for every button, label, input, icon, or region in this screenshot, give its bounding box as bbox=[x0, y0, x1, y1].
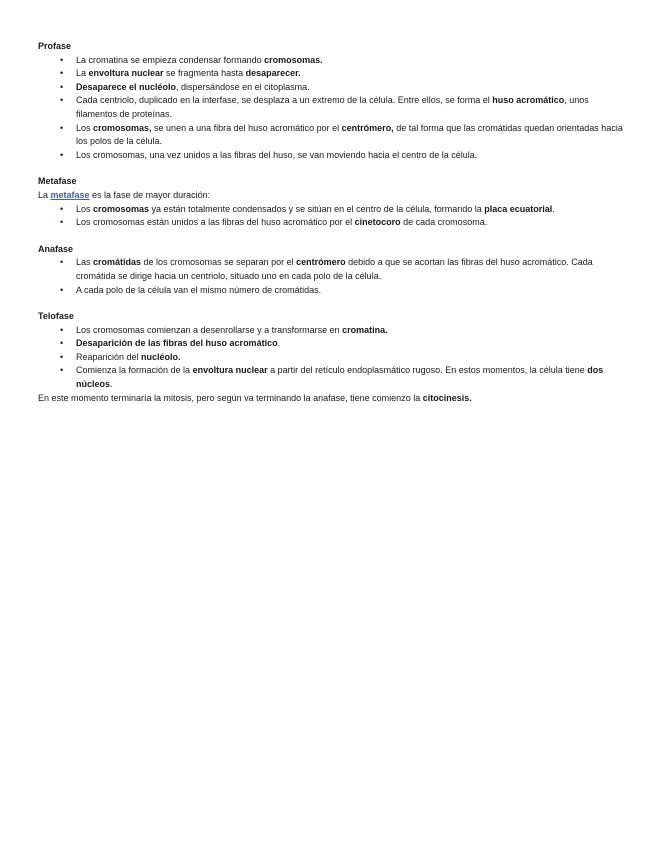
text-run: Los cromosomas, una vez unidos a las fibras del huso, se van moviendo hacia el centro de la célula. bbox=[76, 149, 478, 160]
bold-term: envoltura nuclear bbox=[88, 68, 164, 79]
metafase-link[interactable]: metafase bbox=[50, 189, 90, 200]
text-run: Las bbox=[76, 257, 94, 268]
heading-profase: Profase bbox=[38, 41, 72, 51]
list-telofase bbox=[38, 324, 623, 392]
text-run: . bbox=[110, 379, 113, 390]
text-run: En este momento terminaría la mitosis, pero según va terminando la anafase, tiene comienzo la bbox=[38, 392, 423, 403]
bold-term: cromosomas, bbox=[93, 122, 152, 133]
text-run: La bbox=[76, 68, 89, 79]
text-run: Los bbox=[76, 203, 94, 214]
heading-metafase: Metafase bbox=[38, 176, 77, 187]
text-run: a partir del retículo endoplasmático rugoso. En estos momentos, la célula tiene bbox=[267, 365, 588, 376]
text-run: de tal forma que las cromátidas quedan orientadas hacia los polos de la célula. bbox=[76, 122, 623, 147]
list-item bbox=[38, 94, 623, 121]
bold-term: nucléolo. bbox=[141, 351, 181, 362]
section-profase bbox=[38, 40, 623, 162]
text-run: debido a que se acortan las fibras del huso acromático. Cada cromátida se dirige hacia un centriolo, situado uno en cada polo de la célula. bbox=[76, 257, 593, 281]
bold-term: cromátidas bbox=[93, 257, 142, 268]
text-run: ya están totalmente condensados y se sitúan en el centro de la célula, formando la bbox=[149, 203, 485, 214]
bold-term: cromosomas bbox=[93, 203, 150, 214]
list-item bbox=[38, 81, 623, 95]
list-item bbox=[38, 324, 623, 338]
text-run: La bbox=[38, 189, 51, 200]
text-run: de cada cromosoma. bbox=[400, 217, 488, 228]
text-run: de los cromosomas se separan por el bbox=[141, 257, 297, 268]
bold-term: cinetocoro bbox=[354, 217, 401, 228]
metafase-intro bbox=[38, 189, 623, 203]
list-item bbox=[38, 149, 623, 163]
list-item bbox=[38, 337, 623, 351]
bold-term: cromatina. bbox=[342, 324, 388, 335]
list-metafase bbox=[38, 203, 623, 230]
text-run: Comienza la formación de la bbox=[76, 365, 193, 376]
list-item bbox=[38, 67, 623, 81]
heading-anafase: Anafase bbox=[38, 243, 74, 254]
bold-term: cromosomas. bbox=[264, 54, 323, 65]
bold-term: centrómero, bbox=[341, 122, 394, 133]
bold-term: huso acromático bbox=[492, 95, 565, 106]
list-item bbox=[38, 203, 623, 217]
bold-term: centrómero bbox=[296, 257, 346, 268]
closing-paragraph bbox=[38, 392, 623, 406]
list-item bbox=[38, 256, 623, 283]
text-run: se fragmenta hasta bbox=[163, 68, 246, 79]
text-run: , unos filamentos de proteínas. bbox=[76, 95, 589, 119]
text-run: Los bbox=[76, 122, 94, 133]
list-profase bbox=[38, 54, 623, 163]
bold-term: envoltura nuclear bbox=[192, 365, 268, 376]
text-run: La cromatina se empieza condensar formando bbox=[76, 54, 265, 65]
text-run: se unen a una fibra del huso acromático por el bbox=[151, 122, 342, 133]
list-item bbox=[38, 216, 623, 230]
document-page bbox=[38, 40, 623, 405]
bold-term: citocinesis. bbox=[422, 392, 472, 403]
text-run: Reaparición del bbox=[76, 351, 142, 362]
bold-term: placa ecuatorial bbox=[484, 203, 553, 214]
list-anafase bbox=[38, 256, 623, 297]
bold-term: Desaparece el nucléolo bbox=[76, 81, 177, 92]
list-item bbox=[38, 364, 623, 391]
text-run: . bbox=[552, 203, 555, 214]
list-item bbox=[38, 54, 623, 68]
text-run: es la fase de mayor duración: bbox=[89, 189, 211, 200]
bold-term: dos núcleos bbox=[76, 365, 604, 390]
bold-term: desaparecer. bbox=[245, 68, 301, 79]
list-item bbox=[38, 351, 623, 365]
text-run: Los cromosomas comienzan a desenrollarse y a transformarse en bbox=[76, 324, 343, 335]
text-run: Cada centriolo, duplicado en la interfase, se desplaza a un extremo de la célula. Entre ellos, se forma el bbox=[76, 95, 493, 106]
text-run: A cada polo de la célula van el mismo número de cromátidas. bbox=[76, 284, 322, 295]
section-telofase bbox=[38, 310, 623, 405]
text-run: . bbox=[277, 338, 281, 349]
list-item bbox=[38, 284, 623, 298]
text-run: , dispersándose en el citoplasma. bbox=[176, 81, 310, 92]
section-metafase bbox=[38, 175, 623, 229]
heading-telofase: Telofase bbox=[38, 311, 74, 322]
bold-term: Desaparición de las fibras del huso acromático bbox=[76, 338, 278, 349]
text-run: Los cromosomas están unidos a las fibras del huso acromático por el bbox=[76, 217, 355, 228]
list-item bbox=[38, 122, 623, 149]
section-anafase bbox=[38, 243, 623, 297]
